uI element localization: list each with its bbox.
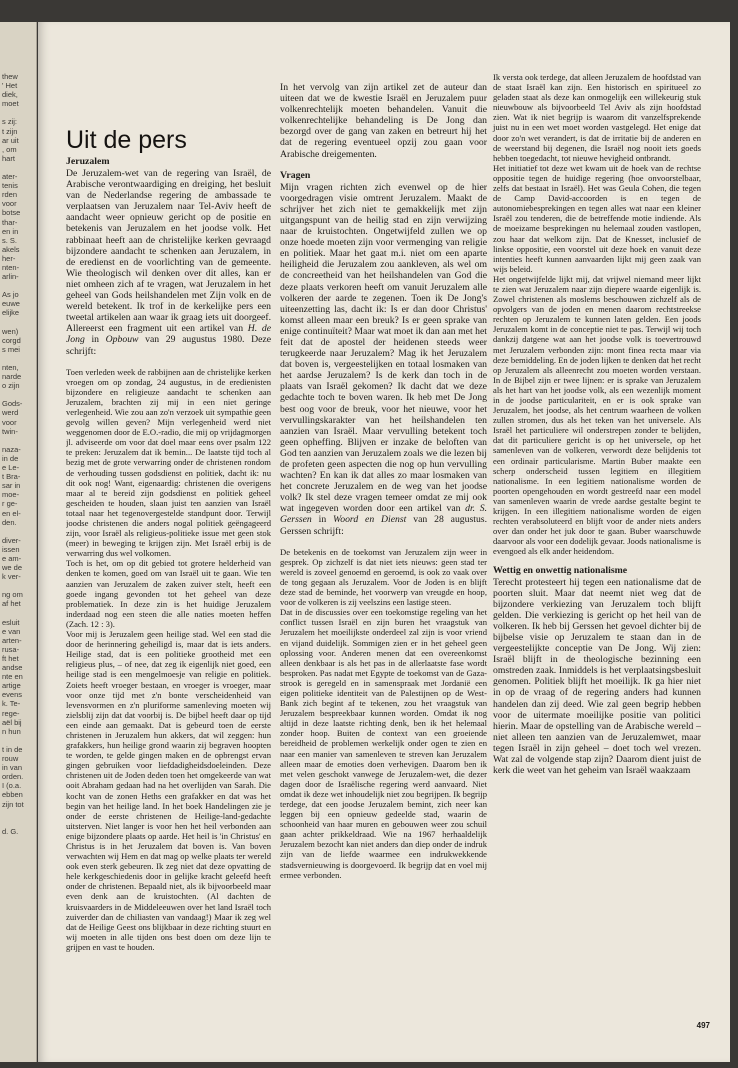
quote-2-paragraph: Ik versta ook terdege, dat alleen Jeruzalem de hoofdstad van de staat Israël kan zijn. Een historisch en spiritueel zo geladen staat als deze kan onmogelijk een willekeurig stuk nieuwbouw als bijvoorbeeld Tel Aviv als zijn hoofdstad zien. Wat ik niet begrijp is waarom dit vanzelfsprekende juist nu in een wet moet worden vastgelegd. Het enige dat door zo'n wet verandert, is dat de irritatie bij de anderen en de weerstand bij degenen, die Israël nog nooit iets goeds hebben toegedacht, tot nieuwe hevigheid ontbrandt. <box>493 72 701 163</box>
previous-page-text-fragment: hart <box>2 153 15 163</box>
previous-page-text-fragment: ng om <box>2 590 23 600</box>
previous-page-text-fragment: twin- <box>2 426 18 436</box>
quote-2-paragraph: Het initiatief tot deze wet kwam uit de hoek van de rechtse oppositie tegen de huidige regering (hoe onvoorstelbaar, zelfs dat bestaat in Israël). Het was Geula Cohen, die tegen de Camp David-accoorden is en tegen de autonomiebesprekingen en tegen alles wat naar een kleiner Israël zou tenderen, die de betreffende motie indiende. Als de moeizame besprekingen nu helemaal zouden vastlopen, zou haar dat welkom zijn. Dat de Knesset, inclusief de linkse oppositie, een voorstel uit deze hoek en vanuit deze intenties heeft kunnen aanvaarden lijkt mij geen zaak van wijs beleid. <box>493 162 701 274</box>
previous-page-text-fragment: corgd <box>2 335 21 345</box>
previous-page-text-fragment <box>0 436 36 445</box>
section-heading-nationalisme: Wettig en onwettig nationalisme <box>493 564 628 576</box>
previous-page-text-fragment: diver- <box>2 535 21 545</box>
previous-page-text-fragment: af het <box>2 599 21 609</box>
previous-page-text-fragment: nten, <box>2 363 19 372</box>
previous-page-text-fragment: aël bij <box>2 717 22 727</box>
previous-page-text-fragment: s zij: <box>2 117 17 127</box>
previous-page-text-fragment: issen <box>2 544 20 554</box>
page-number: 497 <box>696 1021 710 1030</box>
previous-page-text-fragment: ater- <box>2 172 18 182</box>
previous-page-text-fragment: in de <box>2 453 19 463</box>
previous-page-text-fragment: rden <box>2 190 18 200</box>
previous-page-text-fragment: rusa- <box>2 644 20 654</box>
previous-page-text-fragment <box>0 581 36 590</box>
previous-page-text-fragment <box>0 163 36 172</box>
previous-page-text-fragment: narde <box>2 372 22 382</box>
previous-page-text-fragment: ebben <box>2 790 23 800</box>
previous-page-text-fragment: esluit <box>2 617 20 627</box>
previous-page-text-fragment: d. G. <box>2 826 19 836</box>
page-title: Uit de pers <box>66 126 187 154</box>
previous-page-text-fragment: wen) <box>2 326 19 336</box>
previous-page-text-fragment <box>0 818 36 827</box>
quote-1 <box>66 367 271 952</box>
quote-2 <box>280 547 487 880</box>
previous-page-text-fragment: ar uit <box>2 135 19 145</box>
quote-2-paragraph: Het ongetwijfelde lijkt mij, dat vrijwel niemand meer lijkt te zien wat Jeruzalem naar zijn diepere waarde eigenlijk is. Zowel christenen als moslems beschouwen zichzelf als de opvolgers van de joden en menen daarom rechtstreekse rechten op Jeruzalem te kunnen laten gelden. Een joods Jeruzalem komt in de conceptie niet te pas. Terwijl wij toch dankzij datgene wat aan het joodse volk is toevertrouwd met Jeruzalem verbonden zijn: mont finea recta maar via deze bemiddeling. En de joden lijken te denken dat het recht op Jeruzalem als alleenrecht zou moeten worden verstaan. In de Bijbel zijn er twee lijnen: er is sprake van Jeruzalem als het hart van het joodse volk, als een wezenlijk moment in de joodse particulariteit, en er is ook sprake van Jeruzalem, het joodse, als het centrum waarheen de volken zullen stromen, dus als het teken van het universele. Als Israël het particuliere wil onderstrepen zonder te belijden, dat dit particuliere gericht is op het universele, op het samenleven van de volkeren, verwordt deze belijdenis tot een ordinair particularisme. Martin Buber maakte een scherp onderscheid tussen legitiem en illegitiem nationalisme. In een legitiem nationalisme worden de poorten opengehouden en wordt gestreefd naar een model van samenleven waarin de vrede aardse gestalte begint te krijgen. In een illegitiem nationalisme worden de eigen rechten verabsoluteerd en blijft voor de ander niets anders over dan onder het juk door te gaan. Buber waarschuwde daarvoor als voor een dodelijk gevaar. Joods nationalisme is evengoed als elk ander heidendom. <box>493 273 701 557</box>
previous-page-text-fragment: e Le- <box>2 463 20 473</box>
bridge-paragraph: In het vervolg van zijn artikel zet de auteur dan uiteen dat we de kwestie Israël en Jeruzalem puur volkenrechtelijk moeten behandelen. Vanuit die volkenrechtelijke behandeling is De Jong dan bezorgd over de gang van zaken en betreurt hij het dat de regering eventueel opzij zou gaan voor Arabische dreigementen. <box>280 82 487 160</box>
previous-page-text-fragment: akels <box>2 244 20 254</box>
previous-page-text-fragment: ' Het <box>2 81 18 91</box>
previous-page-text-fragment: nte en <box>2 672 23 682</box>
quote-1-paragraph: Voor mij is Jeruzalem geen heilige stad. Wel een stad die door de herinnering geheiligd is, maar dat is iets anders. Heilige stad, dat is een politieke grootheid met een religieus plus, – of nee, dat zeg ik eigenlijk niet goed, een heilige stad is een mengelmoesje van religie en politiek. Zoiets heeft vroeger bestaan, en vroeger is vroeger, maar voor onze tijd met z'n bonte verscheidenheid van levensvormen en z'n pluriforme samenleving moeten wij zielsblij zijn dat dat voorbij is. De bijbel heeft daar op tijd een einde aan gemaakt. Dat is gebeurd toen de eerste christenen in Jeruzalem hun akkers, dat wil zeggen: hun grafakkers, hun heilige grond waarin zij begraven hoopten te worden, te gelde gingen maken en de opbrengst ervan gingen gebruiken voor liefdadigheidsdoeleinden. Deze christenen uit de Joden deden toen het omgekeerde van wat ooit Abraham gedaan had na het overlijden van Sarah. Die kocht van de zonen Heths een grafakker en dat was het begin van het heilige land. In het boek Handelingen zie je onder de eerste christenen de Heilige-land-gedachte uitsterven. Niet langer is voor hen het heil verbonden aan enige bijzondere plaats op aarde. Het heil is 'in Christus' en Christus is in het Jeruzalem dat boven is. Van boven verwachten wij Hem en dat mag op welke plaats ter wereld ook even sterk gebeuren. Ik zeg niet dat deze opvatting de hele kerkgeschiedenis door in gelijke kracht geleefd heeft onder de christenen. Bepaald niet, als ik bijvoorbeeld maar even denk aan de kruistochten. (Al dachten de kruisvaarders in de Middeleeuwen over het land Israël toch zuiverder dan de chiliasten van vandaag!) Maar ik zeg wel dat de Heilige Geest ons blijkbaar in deze richting stuurt en wij moeten in alle tijden ons best doen om deze lijn te grijpen en vast te houden. <box>66 629 271 952</box>
previous-page-text-fragment: en in <box>2 226 19 236</box>
previous-page-text-fragment <box>0 390 36 399</box>
previous-page-text-fragment: we de <box>2 563 23 573</box>
previous-page-text-fragment: artige <box>2 681 21 691</box>
previous-page-text-fragment: rege- <box>2 708 20 718</box>
quote-1-paragraph: Toch is het, om op dit gebied tot grotere helderheid van denken te komen, goed om van Israël uit te gaan. Wie ten aanzien van Jeruzalem de zaken zuiver stelt, heeft een goede ingang gevonden tot het geheel van deze problematiek. In deze zin is het huidige Jeruzalem inderdaad nog een steen die alle naties moeten heffen (Zach. 12 : 3). <box>66 558 271 629</box>
previous-page-text-fragment: nten- <box>2 262 20 272</box>
previous-page-text-fragment: zijn tot <box>2 799 24 809</box>
previous-page-text-fragment: arten- <box>2 635 22 645</box>
previous-page-text-fragment: evens <box>2 690 23 700</box>
previous-page-text-fragment: e van <box>2 626 21 636</box>
previous-page-text-fragment <box>0 527 36 536</box>
previous-page-text-fragment: sar in <box>2 481 21 491</box>
previous-page-text-fragment <box>0 318 36 327</box>
previous-page-text-fragment: t zijn <box>2 126 18 136</box>
intro-paragraph: De Jeruzalem-wet van de regering van Israël, de Arabische verontwaardiging en dreiging, het besluit van de Nederlandse regering de ambassade te verplaatsen van Jeruzalem naar Tel-Aviv heeft de aandacht weer opnieuw gericht op de positie en betekenis van Jeruzalem en het joodse volk. Het rabbinaat heeft aan de christelijke kerken gevraagd bijzondere aandacht te schenken aan Jeruzalem, in de eredienst en de voorlichting van de gemeente. Wie theologisch wil denken over dit alles, kan er niet omheen zich af te vragen, wat Jeruzalem in het geheel van Gods heilshandelen met Zijn volk en de wereld betekent. Ik trof in de kerkelijke pers een tweetal artikelen aan waar ik graag iets uit doorgeef. Allereerst een fragment uit een artikel van H. de Jong in Opbouw van 29 augustus 1980. Deze schrijft: <box>66 168 271 357</box>
previous-page-text-fragment: e am- <box>2 553 22 563</box>
previous-page-text-fragment: moe- <box>2 490 20 500</box>
previous-page-text-fragment: Gods- <box>2 399 23 409</box>
previous-page-text-fragment: r ge- <box>2 499 18 509</box>
previous-page-text-fragment: in van <box>2 763 23 773</box>
previous-page-text-fragment <box>0 609 36 618</box>
section-heading-jeruzalem: Jeruzalem <box>66 156 110 167</box>
previous-page-text-fragment: n hun <box>2 726 21 736</box>
previous-page-text-fragment <box>0 108 36 117</box>
previous-page-text-fragment: arlin- <box>2 272 19 282</box>
quote-1-paragraph: Toen verleden week de rabbijnen aan de christelijke kerken vroegen om op zondag, 24 augustus, in de eredienisten bijzondere en religieuze aandacht te schenken aan Jeruzalem, brachten zij mij in een niet geringe verlegenheid. Wie zou aan zo'n verzoek uit sympathie geen gevolg willen geven? Mijn verlegenheid werd niet weggenomen door de E.O.-radio, die mij op vrijdagmorgen jl. adviseerde om voor dat doel maar eens over psalm 122 te preken: Jeruzalem dat ik bemin... De laatste tijd toch al bezig met de grote verwarring onder de christenen rondom de verhouding tussen godsdienst en politiek, dacht ik: nu dit ook nog! Want, eigenaardig: christenen die overigens maar al te bereid zijn godsdienst en politiek geheel gescheiden te houden, slaan juist ten aanzien van Israël totaal naar het tegenovergestelde standpunt door. Terwijl joodse christenen die anders nogal politiek geëngageerd zijn, voor Israël als religieus-politieke issue met geen stok (meer) in beweging te krijgen zijn. Met Israël erbij is de verwarring dus wel volkomen. <box>66 366 271 559</box>
previous-page-text-fragment: rouw <box>2 754 19 764</box>
previous-page-text-fragment: t Bra- <box>2 472 21 482</box>
previous-page-text-fragment <box>0 281 36 290</box>
previous-page-text-fragment: orden. <box>2 772 24 782</box>
previous-page-text-fragment: voor <box>2 199 17 209</box>
column-3 <box>493 72 701 776</box>
previous-page-text-fragment: k. Te- <box>2 699 21 709</box>
previous-page-text-fragment: tenis <box>2 181 18 191</box>
previous-page-text-fragment: her- <box>2 253 16 263</box>
quote-2-paragraph: Dat in de discussies over een toekomstige regeling van het conflict tussen Israël en zijn buren het vraagstuk van Jeruzalem het moeilijkste onderdeel zal zijn is voor vriend en vijand duidelijk. Sommigen zien er in het geheel geen oplossing voor. Anderen menen dat een overeenkomst alleen denkbaar is als het pas in de allerlaatste fase wordt besproken. Pas nadat met Egypte de toekomst van de Gaza-strook is geregeld en in samenspraak met Jordanië een eigen politieke identiteit van de Palestijnen op de West-Bank zich begint af te tekenen, zou het vraagstuk van Jeruzalem bespreekbaar kunnen worden. Omdat ik nog altijd in deze laatste richting denk, ben ik het helemaal zonder hoop. Buiten de context van een groeiende bereidheid de problemen werkelijk onder ogen te zien en naar een manier van samenleven te streven kan Jeruzalem alleen maar de emoties doen verhevigen. Daarom ben ik met velen geschokt vanwege de Jeruzalem-wet, die dezer dagen door de Israëlische regering werd aanvaard. Niet omdat ik deze wet inhoudelijk niet zou begrijpen. Ik begrijp terdege, dat een joodse Jeruzalem bemint, zich neer kan leggen bij een opnieuw gedeelde stad, waarin de schoonheid van haar muren en gebouwen weer zou schuil gaan achter prikkeldraad. Wie na 1967 herhaaldelijk Jeruzalem bezocht kan niet anders dan diep onder de indruk zijn van de liefde waarmee een indrukwekkende stadsvernieuwing is doorgevoerd. Ik begrijp dat en voel mij ermee verbonden. <box>280 607 487 880</box>
previous-page-text-fragment <box>0 354 36 363</box>
previous-page-text-fragment: s mei <box>2 344 20 354</box>
previous-page-text-fragment: en el- <box>2 508 21 518</box>
previous-page-text-fragment: As jo <box>2 290 19 300</box>
previous-page-text-fragment: t in de <box>2 744 23 754</box>
previous-page-text-fragment: , om <box>2 144 17 154</box>
quote-2-continued <box>493 72 701 557</box>
previous-page-text-fragment: den. <box>2 517 17 527</box>
previous-page-text-fragment: s. S. <box>2 235 18 245</box>
previous-page-text-fragment: naza- <box>2 444 21 454</box>
vragen-paragraph: Mijn vragen richten zich evenwel op de hier voorgedragen visie omtrent Jeruzalem. Maakt de schrijver het zich niet te gemakkelijk met zijn uitgangspunt van de heilig stad en zijn verwijzing naar de kruistochten. Ongetwijfeld zullen we op onze hoede moeten zijn voor vermenging van religie en politiek. Maar het gaat m.i. niet om een aparte heiligheid die Jeruzalem zou aankleven, als wel om de concreetheid van het heilshandelen van God die deze plaats verkoren heeft om vanuit Jeruzalem alle volkeren der aarde te zegenen. Toen ik De Jong's uiteenzetting las, dacht ik: Is er dan door Christus' komst alleen maar een breuk? Is er geen sprake van enige continuïteit? Maar wat moet ik dan aan met het feit dat de apostel der heidenen steeds weer terugkeerde naar Jeruzalem? Mag ik het Jeruzalem dat boven is, vergeestelijken en totaal losmaken van het aardse Jeruzalem? Is de kerk dan toch in de plaats van Israël gekomen? Ik dacht dat we deze gedachte toch te boven waren. Ik heb met De Jong best oog voor de breuk, voor het nieuwe, voor het vervullingskarakter van het heilshandelen ten aanzien van Israël. Maar vervulling betekent toch geen opheffing. Blijven er inzake de beloften van God ten aanzien van Jeruzalem zoals we die lezen bij de profeten geen aspecten die nog op hun vervulling wachten? En kan ik dat alles zo maar losmaken van het concrete Jeruzalem en de weg van het joodse volk? Ik stel deze vragen temeer omdat ze mij ook wat ingegeven worden door een artikel van dr. S. Gerssen in Woord en Dienst van 28 augustus. Gerssen schrijft: <box>280 181 487 537</box>
previous-page-text-fragment: k ver- <box>2 572 21 582</box>
previous-page-text-fragment: diek, <box>2 90 18 100</box>
magazine-page <box>38 22 730 1062</box>
previous-page-text-fragment: euwe <box>2 299 20 309</box>
quote-2-paragraph: De betekenis en de toekomst van Jeruzalem zijn weer in gesprek. Op zichzelf is dat niet iets nieuws: geen stad ter wereld is zoveel genoemd en geroemd, is ook zo vaak over de tong gegaan als Jeruzalem. Voor de Joden is en blijft deze stad de beminde, het voorwerp van vreugde en hoop, voor de volkeren is zij veelszins een lastige steen. <box>280 546 487 608</box>
column-2 <box>280 72 487 880</box>
previous-page-text-fragment <box>0 809 36 818</box>
previous-page-text-fragment: botse <box>2 208 21 218</box>
previous-page-text-fragment: o zijn <box>2 381 20 391</box>
previous-page-text-fragment: andse <box>2 663 23 673</box>
previous-page-text-fragment: ft het <box>2 654 19 663</box>
previous-page-text-fragment: I (o.a. <box>2 781 22 791</box>
previous-page-text-fragment: moet <box>2 99 19 109</box>
previous-page-text-fragment: elijke <box>2 308 20 318</box>
previous-page-fragment <box>0 22 37 1062</box>
previous-page-text-fragment: thar- <box>2 217 18 227</box>
column-1 <box>66 126 271 1040</box>
previous-page-text-fragment <box>0 736 36 745</box>
previous-page-text-fragment: thew <box>2 72 18 81</box>
closing-paragraph: Terecht protesteert hij tegen een nationalisme dat de poorten sluit. Maar dat neemt niet weg dat de bijzondere verkiezing van Jeruzalem toch blijft gelden. Die verkiezing is gericht op het heil van de volkeren. Ik heb bij Gerssen het gevoel dichter bij de bijbelse visie op Jeruzalem te staan dan in de vergeestelijkte conceptie van De Jong. Wij zien: Israël blijft in de theologische bezinning een omstreden zaak. Inmiddels is het verplaatsingsbesluit genomen. Politiek blijft het moeilijk. Ik ga hier niet in op de vraag of de regering anders had kunnen handelen dan zij deed. Wie zal geen begrip hebben voor de uitermate moeilijke positie van politici hierin. Maar de opstelling van de Arabische wereld – niet alleen ten aanzien van de Jeruzalemwet, maar tegen Israël in zijn geheel – doet toch wel vrezen. Wat zal de volgende stap zijn? Daarom dient juist de kerk die weet van het geheim van Israël waakzaam <box>493 576 701 777</box>
section-heading-vragen: Vragen <box>280 169 311 181</box>
previous-page-text-fragment: voor <box>2 417 17 427</box>
previous-page-text-fragment: werd <box>2 408 19 418</box>
